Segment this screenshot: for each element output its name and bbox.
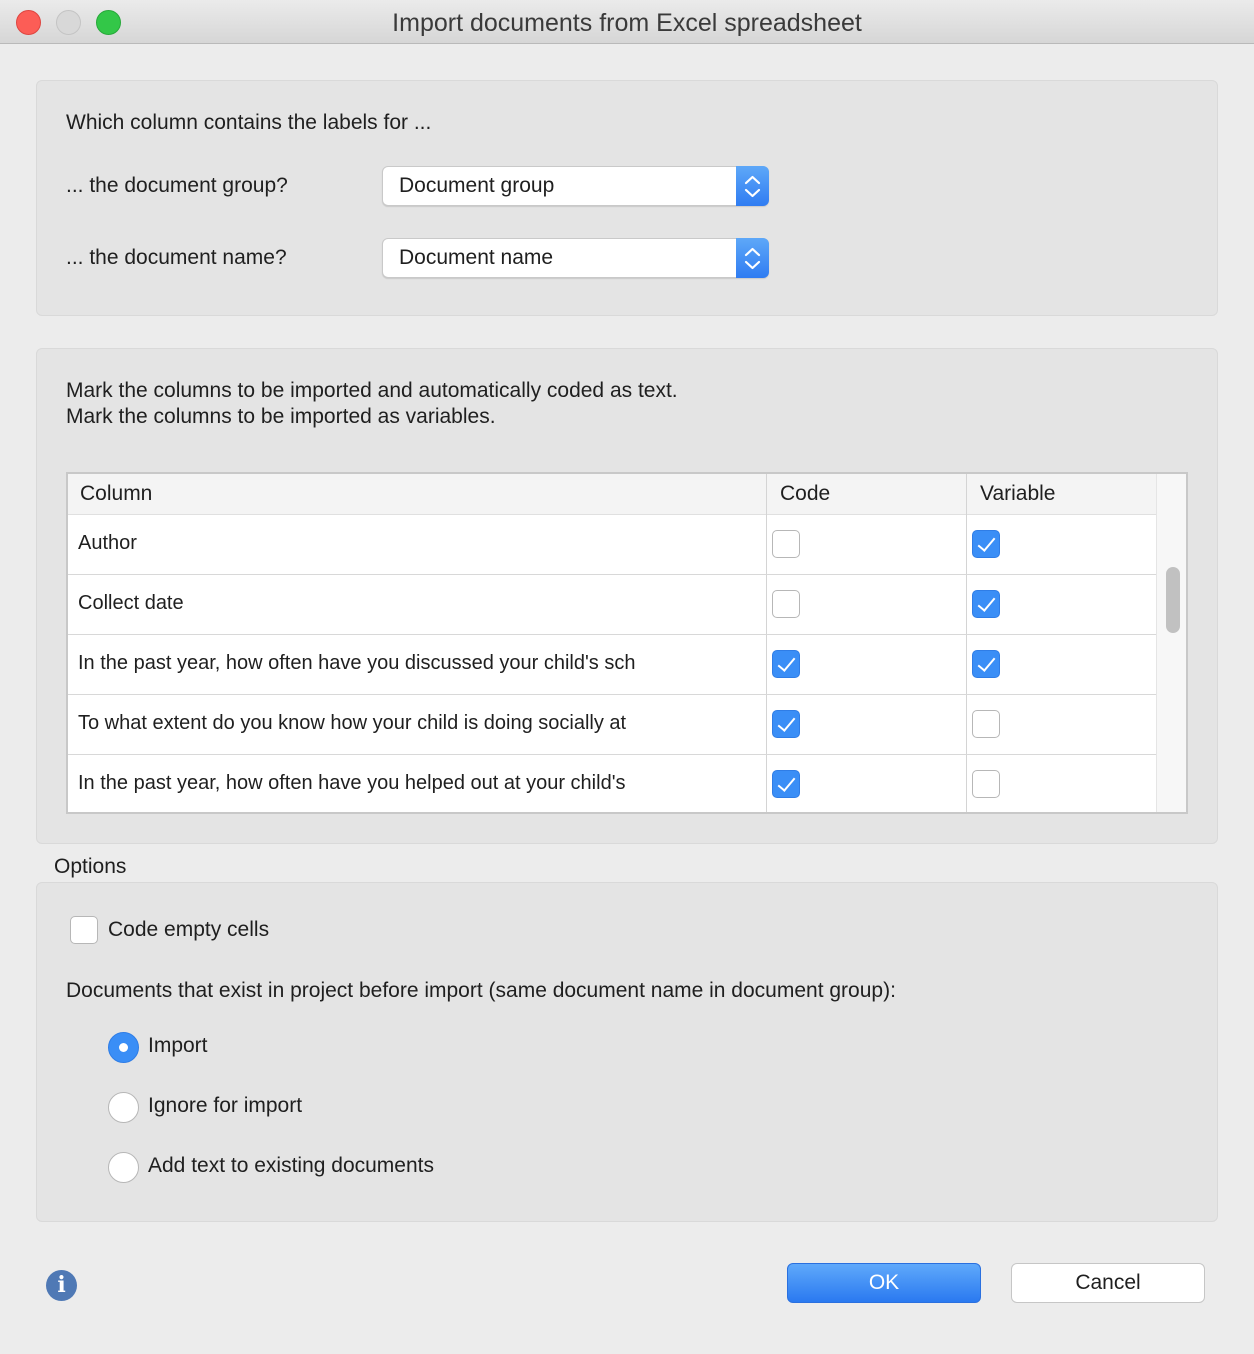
variable-checkbox[interactable]: [972, 770, 1000, 798]
radio-add-text-label[interactable]: Add text to existing documents: [148, 1154, 434, 1177]
table-row[interactable]: [68, 575, 1156, 635]
row-column-name: To what extent do you know how your child is doing socially at: [78, 712, 627, 734]
table-row[interactable]: [68, 635, 1156, 695]
row-column-name: Collect date: [78, 592, 184, 614]
code-empty-cells-checkbox[interactable]: [70, 916, 98, 944]
code-checkbox[interactable]: [772, 650, 800, 678]
columns-instruction-variable: Mark the columns to be imported as variables.: [66, 405, 496, 428]
variable-checkbox[interactable]: [972, 650, 1000, 678]
title-bar: [0, 0, 1254, 44]
document-name-label: ... the document name?: [66, 246, 287, 269]
row-column-name: Author: [78, 532, 137, 554]
variable-checkbox[interactable]: [972, 530, 1000, 558]
radio-ignore-for-import[interactable]: [108, 1092, 139, 1123]
header-variable[interactable]: Variable: [980, 482, 1056, 505]
table-row[interactable]: [68, 755, 1156, 814]
chevron-updown-icon: [736, 166, 769, 206]
variable-checkbox[interactable]: [972, 590, 1000, 618]
code-checkbox[interactable]: [772, 590, 800, 618]
code-empty-cells-label[interactable]: Code empty cells: [108, 918, 270, 941]
ok-button[interactable]: OK: [787, 1263, 981, 1303]
radio-import-label[interactable]: Import: [148, 1034, 208, 1057]
table-scrollbar[interactable]: [1156, 474, 1188, 812]
code-checkbox[interactable]: [772, 770, 800, 798]
info-icon[interactable]: i: [46, 1270, 77, 1301]
document-group-value: Document group: [399, 174, 555, 197]
code-checkbox[interactable]: [772, 530, 800, 558]
labels-heading: Which column contains the labels for ...: [66, 111, 432, 134]
code-checkbox[interactable]: [772, 710, 800, 738]
header-code[interactable]: Code: [780, 482, 831, 505]
document-name-value: Document name: [399, 246, 554, 269]
table-row[interactable]: [68, 695, 1156, 755]
cancel-button[interactable]: Cancel: [1011, 1263, 1205, 1303]
table-header: [68, 474, 1156, 515]
scrollbar-thumb[interactable]: [1166, 567, 1180, 633]
table-row[interactable]: [68, 515, 1156, 575]
variable-checkbox[interactable]: [972, 710, 1000, 738]
header-column[interactable]: Column: [80, 482, 153, 505]
radio-import[interactable]: [108, 1032, 139, 1063]
columns-instruction-code: Mark the columns to be imported and automatically coded as text.: [66, 379, 678, 402]
options-title: Options: [54, 855, 127, 878]
chevron-updown-icon: [736, 238, 769, 278]
radio-add-text[interactable]: [108, 1152, 139, 1183]
row-column-name: In the past year, how often have you discussed your child's sch: [78, 652, 636, 674]
document-name-select[interactable]: [382, 238, 769, 278]
radio-ignore-for-import-label[interactable]: Ignore for import: [148, 1094, 303, 1117]
document-group-select[interactable]: [382, 166, 769, 206]
existing-documents-label: Documents that exist in project before import (same document name in document group):: [66, 979, 896, 1002]
document-group-label: ... the document group?: [66, 174, 288, 197]
columns-table: [66, 472, 1188, 814]
window-title: Import documents from Excel spreadsheet: [392, 9, 862, 37]
row-column-name: In the past year, how often have you helped out at your child's: [78, 772, 626, 794]
